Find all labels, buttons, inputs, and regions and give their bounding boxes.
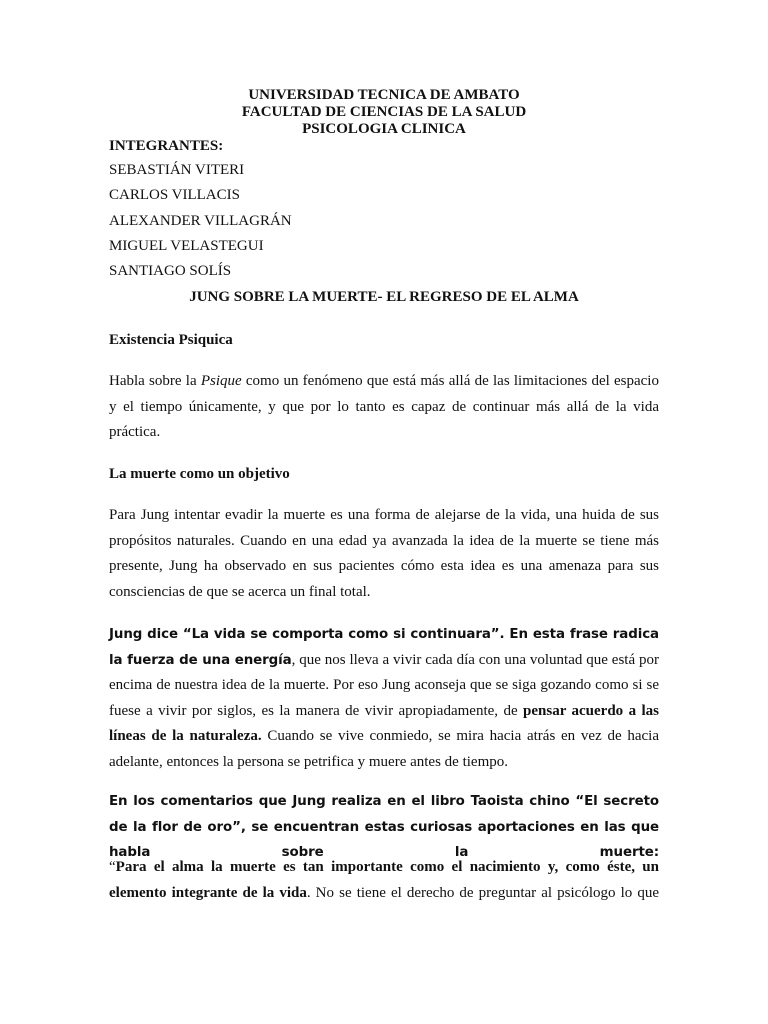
bold-phrase: pensar acuerdo a las líneas de la naturaleza. — [109, 702, 660, 744]
career-name: PSICOLOGIA CLINICA — [302, 121, 466, 137]
member-name: ALEXANDER VILLAGRÁN — [109, 213, 292, 229]
paragraph-alma — [109, 855, 659, 906]
text-span: como un fenómeno que está más allá de las limitaciones del espacio y el tiempo únicamente, y que por lo tanto es capaz de continuar más allá de la vida práctica. — [109, 373, 659, 440]
member-name: SANTIAGO SOLÍS — [109, 263, 232, 279]
member-name: MIGUEL VELASTEGUI — [109, 238, 264, 254]
document-title: JUNG SOBRE LA MUERTE- EL REGRESO DE EL ALMA — [189, 289, 579, 305]
open-quote: “ — [109, 859, 116, 875]
paragraph-comentarios: En los comentarios que Jung realiza en el libro Taoista chino “El secreto de la flor de oro”, se encuentran estas curiosas aportaciones en las que habla sobre la muerte: — [109, 794, 659, 860]
paragraph-psique — [109, 369, 659, 446]
paragraph-jung-dice — [109, 622, 659, 775]
paragraph-evadir: Para Jung intentar evadir la muerte es una forma de alejarse de la vida, una huida de sus propósitos naturales. Cuando en una edad ya avanzada la idea de la muerte se tiene más presente, Jung ha observado en sus pacientes cómo esta idea es una amenaza para sus consciencias de que se acerca un final total. — [109, 507, 659, 600]
text-span: Cuando se vive conmiedo, se mira hacia atrás en vez de hacia adelante, entonces la persona se petrifica y muere antes de tiempo. — [109, 728, 659, 770]
bold-alma-quote: Para el alma la muerte es tan importante como el nacimiento y, como éste, un elemento integrante de la vida — [109, 859, 659, 901]
text-span: , que nos lleva a vivir cada día con una voluntad que está por encima de nuestra idea de la muerte. Por eso Jung aconseja que se siga gozando como si se fuese a vivir por siglos, es la manera de vivir apropiadamente, de — [109, 651, 659, 719]
emphasis-psique: Psique — [200, 373, 242, 389]
bold-quote: Jung dice “La vida se comporta como si continuara”. En esta frase radica la fuerza de una energía — [109, 627, 659, 668]
text-span: . No se tiene el derecho de preguntar al psicólogo lo que — [306, 884, 659, 901]
member-name: CARLOS VILLACIS — [109, 187, 240, 203]
university-name: UNIVERSIDAD TECNICA DE AMBATO — [248, 87, 520, 103]
members-heading: INTEGRANTES: — [109, 138, 224, 154]
section-heading-muerte: La muerte como un objetivo — [109, 466, 290, 482]
text-span: Habla sobre la — [109, 373, 201, 389]
faculty-name: FACULTAD DE CIENCIAS DE LA SALUD — [241, 104, 527, 120]
member-name: SEBASTIÁN VITERI — [109, 162, 245, 178]
section-heading-existencia: Existencia Psiquica — [109, 332, 233, 348]
